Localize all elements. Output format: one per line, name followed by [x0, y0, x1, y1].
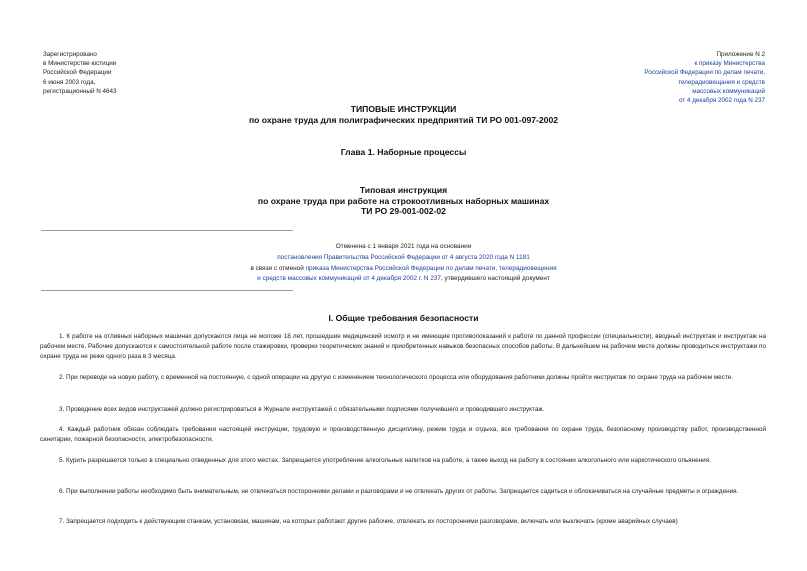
cancellation-line: Отменена с 1 января 2021 года на основании: [335, 243, 472, 250]
paragraph: 5. Курить разрешается только в специально отведенных для этого местах. Запрещается употребление алкогольных напитков на работе, а также выход на работу в состоянии алкогольного или наркотического опьянения.: [59, 457, 711, 464]
instruction-title: [0, 185, 807, 217]
ministry-order-link[interactable]: и средств массовых коммуникаций от 4 декабря 2002 г. N 237: [257, 275, 441, 283]
appendix-note: [644, 50, 765, 105]
instruction-title-line: Типовая инструкция: [359, 185, 448, 195]
appendix-order-link[interactable]: к приказу Министерства: [694, 60, 765, 68]
appendix-order-link[interactable]: Российской Федерации по делам печати,: [644, 69, 765, 77]
appendix-order-link[interactable]: массовых коммуникаций: [692, 87, 765, 95]
registration-line: регистрационный N 4643: [43, 87, 117, 95]
cancellation-line: [0, 274, 807, 285]
section-heading: I. Общие требования безопасности: [328, 313, 479, 323]
paragraph: 7. Запрещается подходить к действующим станкам, установкам, машинам, на которых работают другие рабочие, отвлекать их посторонними разговорами, включать или выключать (кроме аварийных случаев): [59, 518, 678, 525]
registration-line: Зарегистрировано: [43, 51, 97, 58]
paragraph: 3. Проведение всех видов инструктажей должно регистрироваться в Журнале инструктажей с обязательными подписями получившего и проводившего инструктаж.: [59, 406, 545, 413]
appendix-label: Приложение N 2: [716, 51, 765, 58]
cancellation-line: [0, 264, 807, 275]
divider: [41, 290, 293, 291]
instruction-title-line: по охране труда при работе на строкоотливных наборных машинах: [257, 195, 550, 206]
ministry-order-link[interactable]: приказа Министерства Российской Федерации по делам печати, телерадиовещения: [305, 264, 557, 272]
cancellation-text: в связи с отменой: [250, 264, 306, 272]
paragraph: 4. Каждый работник обязан соблюдать требования настоящей инструкции, трудовую и производственную дисциплину, режим труда и отдыха, все требования по охране труда, безопасному производству работ, производственной санитарии, пожарной безопасности, электробезопасности.: [40, 426, 766, 443]
appendix-order-link[interactable]: от 4 декабря 2002 года N 237: [678, 97, 765, 105]
document-title-main: ТИПОВЫЕ ИНСТРУКЦИИ: [350, 104, 457, 114]
cancellation-note: [0, 242, 807, 285]
divider: [41, 230, 293, 231]
paragraph: 1. К работе на отливных наборных машинах допускаются лица не моложе 18 лет, прошедшие медицинский осмотр и не имеющие противопоказаний к работе по данной профессии (специальности), вводный инструктаж и инструктаж на рабочем месте. Рабочие допускаются к самостоятельной работе после стажировки, проверки теоретических знаний и приобретенных навыков безопасных способов работы. В дальнейшем на рабочем месте должны проводиться инструктажи по охране труда не реже одного раза в 3 месяца.: [40, 333, 766, 360]
document-title-sub: по охране труда для полиграфических предприятий ТИ РО 001-097-2002: [248, 115, 559, 125]
registration-line: 6 июня 2003 года,: [43, 78, 96, 86]
registration-line: в Министерстве юстиции: [43, 60, 117, 68]
document-title: [0, 104, 807, 126]
paragraph: 2. При переводе на новую работу, с временной на постоянную, с одной операции на другую с изменением технологического процесса или оборудования работники должны пройти инструктаж по охране труда на рабочем месте.: [59, 374, 734, 381]
registration-note: [43, 50, 117, 96]
cancellation-text: , утвердившего настоящий документ: [440, 275, 550, 283]
instruction-title-line: ТИ РО 29-001-002-02: [361, 206, 446, 216]
paragraph: 6. При выполнении работы необходимо быть внимательным, не отвлекаться посторонними делами и разговорами и не отвлекать других от работы. Запрещается садиться и облокачиваться на случайные предметы и ограждения.: [59, 488, 739, 495]
chapter-heading: Глава 1. Наборные процессы: [340, 147, 467, 157]
appendix-order-link[interactable]: телерадиовещания и средств: [678, 78, 765, 86]
government-decree-link[interactable]: постановления Правительства Российской Федерации от 4 августа 2020 года N 1181: [277, 253, 530, 261]
registration-line: Российской Федерации: [43, 69, 112, 77]
